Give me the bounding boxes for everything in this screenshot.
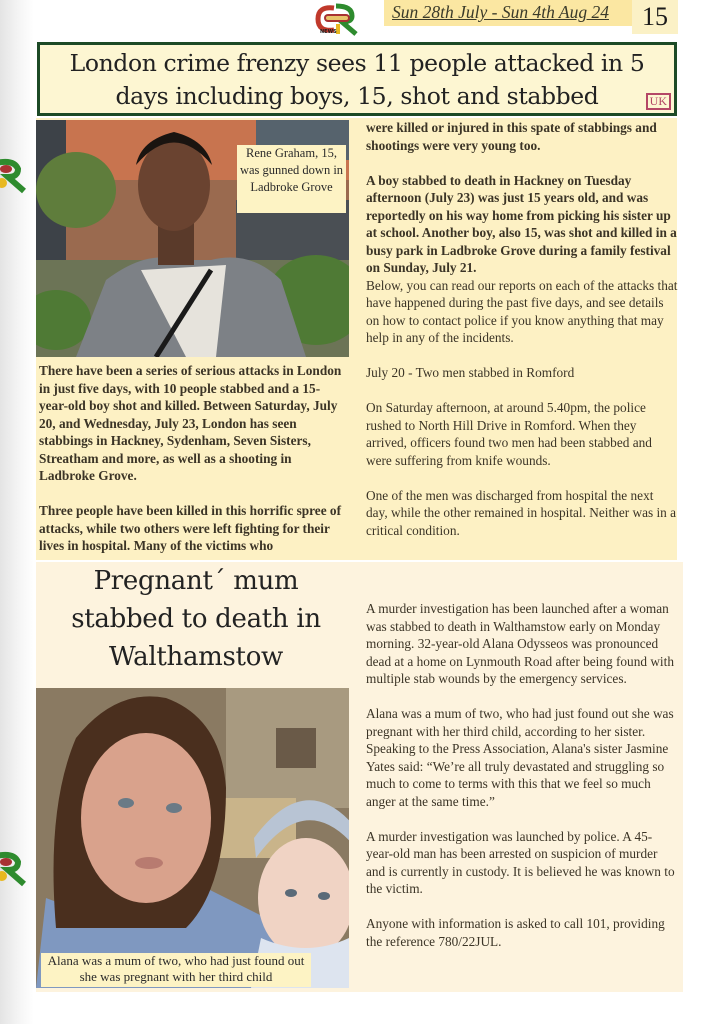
side-logo-icon bbox=[0, 848, 30, 888]
paragraph: Alana was a mum of two, who had just found out she was pregnant with her third child, according to her sister. Speaking to the Press Association, Alana's sister Jasmine Yates said: “We’re all truly devastated and struggling so much to come to terms with this that we feel so much anger at the same time.” bbox=[366, 706, 674, 809]
section-tag: UK bbox=[646, 93, 671, 110]
paragraph: Three people have been killed in this horrific spree of attacks, while two others were left fighting for their lives in hospital. Many of the victims who bbox=[39, 503, 342, 553]
paragraph: Anyone with information is asked to call 101, providing the reference 780/22JUL. bbox=[366, 916, 665, 949]
photo-caption: Rene Graham, 15, was gunned down in Ladbroke Grove bbox=[237, 145, 346, 213]
article-headline: Pregnant´ mum stabbed to death in Walthamstow bbox=[71, 566, 321, 672]
svg-text:NEWS: NEWS bbox=[320, 29, 337, 35]
page-number: 15 bbox=[632, 0, 678, 34]
article1-left-column bbox=[39, 362, 347, 555]
newspaper-logo-icon bbox=[312, 2, 364, 36]
paragraph: Below, you can read our reports on each of the attacks that have happened during the past five days, and see details on how to contact police if you know anything that may help in any of the incidents. bbox=[366, 277, 678, 345]
side-logo-icon bbox=[0, 155, 30, 195]
paragraph: A boy stabbed to death in Hackney on Tuesday afternoon (July 23) was just 15 years old, and was reportedly on his way home from picking his sister up at school. Another boy, also 15, was shot and killed in a busy park in Ladbroke Grove during a family festival on Sunday, July 21. bbox=[366, 172, 677, 275]
paragraph: There have been a series of serious attacks in London in just five days, with 10 people stabbed and a 15-year-old boy shot and killed. Between Saturday, July 20, and Wednesday, July 23, London has seen stabbings in Hackney, Sydenham, Seven Sisters, Streatham and more, as well as a shooting in Ladbroke Grove. bbox=[39, 363, 342, 483]
dateline-text: Sun 28th July - Sun 4th Aug 24 bbox=[392, 2, 609, 22]
photo-caption: Alana was a mum of two, who had just found out she was pregnant with her third child bbox=[41, 953, 311, 987]
article2-column bbox=[366, 600, 678, 950]
paragraph: A murder investigation was launched by police. A 45-year-old man has been arrested on suspicion of murder and is currently in custody. It is believed he was known to the victim. bbox=[366, 828, 675, 896]
paragraph: A murder investigation has been launched after a woman was stabbed to death in Walthamstow early on Monday morning. 32-year-old Alana Odysseos was pronounced dead at a home on Lynmouth Road after being found with multiple stab wounds by the emergency services. bbox=[366, 601, 674, 686]
article-headline: London crime frenzy sees 11 people attacked in 5 days including boys, 15, shot and stabbed bbox=[69, 49, 645, 110]
paragraph: One of the men was discharged from hospital the next day, while the other remained in hospital. Neither was in a critical condition. bbox=[366, 487, 677, 538]
dateline bbox=[384, 0, 632, 26]
subheading: July 20 - Two men stabbed in Romford bbox=[366, 365, 575, 380]
paragraph: were killed or injured in this spate of stabbings and shootings were very young too. bbox=[366, 120, 657, 153]
paragraph: On Saturday afternoon, at around 5.40pm, the police rushed to North Hill Drive in Romford. When they arrived, officers found two men had been stabbed and were suffering from knife wounds. bbox=[366, 400, 652, 468]
headline-box bbox=[37, 42, 677, 116]
article1-right-column bbox=[366, 119, 678, 539]
photo-alana-odysseos bbox=[36, 688, 349, 988]
